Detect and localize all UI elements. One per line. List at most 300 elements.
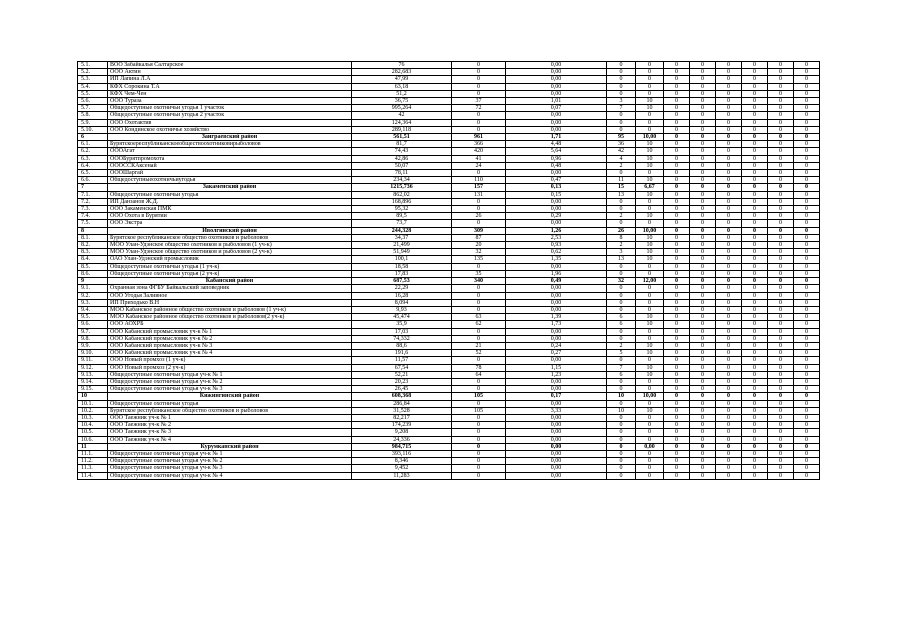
table-row: [78, 170, 820, 177]
organization-name-cell: ООО Кондинское охотничье хозяйство: [108, 126, 352, 133]
value-cell: 0: [768, 177, 794, 184]
value-cell: 10: [636, 213, 664, 220]
value-cell: 3: [607, 249, 636, 256]
value-cell: 0: [794, 429, 820, 436]
value-cell: 0: [742, 364, 768, 371]
value-cell: 20: [452, 242, 506, 249]
value-cell: 0: [636, 422, 664, 429]
value-cell: 0: [664, 112, 690, 119]
value-cell: 0: [768, 450, 794, 457]
row-number-cell: 5.2.: [78, 69, 108, 76]
organization-name-cell: ООО Таежник уч-к № 1: [108, 414, 352, 421]
value-cell: 0: [690, 321, 716, 328]
value-cell: 0: [664, 119, 690, 126]
value-cell: 82,217: [352, 414, 452, 421]
value-cell: 0: [716, 335, 742, 342]
value-cell: 0: [768, 76, 794, 83]
value-cell: 0: [690, 342, 716, 349]
value-cell: 0: [742, 170, 768, 177]
value-cell: 0: [768, 364, 794, 371]
value-cell: 0: [768, 162, 794, 169]
value-cell: 0: [690, 292, 716, 299]
value-cell: 74,332: [352, 335, 452, 342]
value-cell: 0: [768, 400, 794, 407]
value-cell: 0: [607, 386, 636, 393]
value-cell: 0: [607, 69, 636, 76]
value-cell: 0: [607, 458, 636, 465]
table-row: [78, 407, 820, 414]
hunting-grounds-table: [77, 61, 820, 480]
value-cell: 0: [742, 98, 768, 105]
value-cell: 0: [664, 306, 690, 313]
value-cell: 124,364: [352, 119, 452, 126]
value-cell: 0: [452, 62, 506, 69]
value-cell: 0,49: [506, 278, 607, 285]
value-cell: 0: [768, 414, 794, 421]
table-row: [78, 98, 820, 105]
value-cell: 10: [636, 105, 664, 112]
table-row: [78, 378, 820, 385]
value-cell: 0: [664, 414, 690, 421]
table-row: [78, 90, 820, 97]
value-cell: 0: [794, 285, 820, 292]
value-cell: 0: [742, 350, 768, 357]
value-cell: 0,48: [506, 162, 607, 169]
row-number-cell: 6: [78, 134, 108, 141]
value-cell: 0: [690, 227, 716, 234]
row-number-cell: 7.1.: [78, 191, 108, 198]
value-cell: 0: [716, 400, 742, 407]
row-number-cell: 5.1.: [78, 62, 108, 69]
value-cell: 0: [664, 148, 690, 155]
organization-name-cell: Общедоступные охотничьи угодья 2 участок: [108, 112, 352, 119]
value-cell: 0: [690, 198, 716, 205]
value-cell: 0: [742, 249, 768, 256]
value-cell: 26: [607, 227, 636, 234]
value-cell: 0: [690, 170, 716, 177]
value-cell: 0: [794, 177, 820, 184]
value-cell: 0: [716, 422, 742, 429]
organization-name-cell: Общедоступные охотничьи угодья уч-к № 1: [108, 450, 352, 457]
organization-name-cell: МОО Улан-Удэнское общество охотников и рыболовов (2 уч-к): [108, 249, 352, 256]
table-row: [78, 321, 820, 328]
value-cell: 0: [636, 386, 664, 393]
value-cell: 0: [742, 148, 768, 155]
value-cell: 0: [664, 227, 690, 234]
value-cell: 0: [742, 342, 768, 349]
value-cell: 0: [794, 126, 820, 133]
value-cell: 6: [607, 314, 636, 321]
value-cell: 0: [768, 299, 794, 306]
organization-name-cell: ООО АОХРБ: [108, 321, 352, 328]
value-cell: 0: [794, 220, 820, 227]
value-cell: 0: [452, 119, 506, 126]
value-cell: 862,02: [352, 191, 452, 198]
value-cell: 0,00: [506, 62, 607, 69]
table-row: [78, 69, 820, 76]
table-row: [78, 436, 820, 443]
value-cell: 0: [794, 162, 820, 169]
organization-name-cell: ООО Новый промхоз (2 уч-к): [108, 364, 352, 371]
value-cell: 289,118: [352, 126, 452, 133]
value-cell: 0: [768, 249, 794, 256]
value-cell: 0: [716, 105, 742, 112]
value-cell: 0: [636, 83, 664, 90]
value-cell: 95,32: [352, 206, 452, 213]
row-number-cell: 8.4.: [78, 256, 108, 263]
value-cell: 0: [716, 234, 742, 241]
value-cell: 0: [664, 328, 690, 335]
value-cell: 0: [607, 83, 636, 90]
value-cell: 0,00: [506, 170, 607, 177]
value-cell: 0: [794, 119, 820, 126]
organization-name-cell: ООО Кабанский промысловик уч-к № 1: [108, 328, 352, 335]
value-cell: 0: [716, 76, 742, 83]
value-cell: 0,00: [506, 292, 607, 299]
value-cell: 0,00: [506, 443, 607, 450]
value-cell: 4,48: [506, 141, 607, 148]
value-cell: 0: [452, 285, 506, 292]
value-cell: 10: [636, 141, 664, 148]
organization-name-cell: ООО Актин: [108, 69, 352, 76]
value-cell: 88,6: [352, 342, 452, 349]
row-number-cell: 9.13.: [78, 371, 108, 378]
value-cell: 0: [452, 90, 506, 97]
value-cell: 0: [794, 112, 820, 119]
value-cell: 21,499: [352, 242, 452, 249]
value-cell: 0: [690, 278, 716, 285]
row-number-cell: 11.4.: [78, 472, 108, 479]
value-cell: 1,71: [506, 134, 607, 141]
value-cell: 0: [690, 314, 716, 321]
value-cell: 0: [768, 306, 794, 313]
value-cell: 0: [716, 227, 742, 234]
organization-name-cell: ООО Таежник уч-к № 3: [108, 429, 352, 436]
value-cell: 0: [607, 465, 636, 472]
value-cell: 0: [742, 220, 768, 227]
value-cell: 0: [664, 357, 690, 364]
value-cell: 0: [742, 414, 768, 421]
value-cell: 0: [768, 83, 794, 90]
value-cell: 51,2: [352, 90, 452, 97]
value-cell: 74,43: [352, 148, 452, 155]
organization-name-cell: МОО Улан-Удэнское общество охотников и рыболовов (1 уч-к): [108, 242, 352, 249]
value-cell: 0: [690, 299, 716, 306]
organization-name-cell: Общедоступныеохотничьиугодья: [108, 177, 352, 184]
value-cell: 608,368: [352, 393, 452, 400]
value-cell: 0: [607, 285, 636, 292]
value-cell: 0: [794, 371, 820, 378]
table-row: [78, 76, 820, 83]
value-cell: 0: [768, 90, 794, 97]
value-cell: 0: [742, 450, 768, 457]
row-number-cell: 8: [78, 227, 108, 234]
value-cell: 0: [607, 270, 636, 277]
value-cell: 0: [768, 314, 794, 321]
value-cell: 0: [636, 285, 664, 292]
value-cell: 0: [742, 299, 768, 306]
value-cell: 0: [664, 422, 690, 429]
value-cell: 0,07: [506, 105, 607, 112]
value-cell: 0: [716, 148, 742, 155]
value-cell: 0,17: [506, 393, 607, 400]
value-cell: 9,452: [352, 465, 452, 472]
organization-name-cell: Общедоступные охотничьи угодья (2 уч-к): [108, 270, 352, 277]
value-cell: 0: [768, 213, 794, 220]
value-cell: 0: [664, 90, 690, 97]
value-cell: 0: [794, 170, 820, 177]
value-cell: 0,00: [506, 263, 607, 270]
value-cell: 4: [607, 155, 636, 162]
value-cell: 0: [664, 429, 690, 436]
value-cell: 0: [716, 256, 742, 263]
value-cell: 0: [768, 292, 794, 299]
table-row: [78, 83, 820, 90]
value-cell: 0: [716, 299, 742, 306]
value-cell: 0: [690, 69, 716, 76]
value-cell: 0: [716, 198, 742, 205]
value-cell: 6,67: [636, 184, 664, 191]
value-cell: 0: [768, 371, 794, 378]
value-cell: 0,00: [506, 357, 607, 364]
value-cell: 0: [664, 443, 690, 450]
value-cell: 0,00: [506, 69, 607, 76]
value-cell: 0: [742, 242, 768, 249]
value-cell: 0: [664, 69, 690, 76]
value-cell: 0: [690, 126, 716, 133]
value-cell: 0: [664, 256, 690, 263]
value-cell: 10: [636, 242, 664, 249]
value-cell: 0: [664, 270, 690, 277]
value-cell: 0: [742, 90, 768, 97]
value-cell: 0: [607, 170, 636, 177]
value-cell: 0: [664, 292, 690, 299]
value-cell: 10: [636, 314, 664, 321]
organization-name-cell: Общедоступные охотничьи угодья уч-к № 2: [108, 458, 352, 465]
value-cell: 0: [742, 62, 768, 69]
value-cell: 0: [607, 422, 636, 429]
value-cell: 0: [664, 278, 690, 285]
row-number-cell: 9.3.: [78, 299, 108, 306]
value-cell: 0: [690, 98, 716, 105]
value-cell: 72: [452, 105, 506, 112]
value-cell: 10: [636, 342, 664, 349]
value-cell: 0: [794, 270, 820, 277]
value-cell: 0: [794, 443, 820, 450]
value-cell: 0: [794, 76, 820, 83]
value-cell: 0: [794, 400, 820, 407]
value-cell: 17,83: [352, 270, 452, 277]
table-row: [78, 386, 820, 393]
row-number-cell: 8.2.: [78, 242, 108, 249]
table-row: [78, 213, 820, 220]
row-number-cell: 5.5.: [78, 90, 108, 97]
value-cell: 0: [794, 191, 820, 198]
value-cell: 0: [690, 357, 716, 364]
value-cell: 0: [636, 292, 664, 299]
value-cell: 0: [794, 141, 820, 148]
value-cell: 0: [452, 292, 506, 299]
value-cell: 0: [794, 134, 820, 141]
table-row: [78, 256, 820, 263]
value-cell: 0: [742, 155, 768, 162]
value-cell: 0: [794, 386, 820, 393]
value-cell: 0: [690, 90, 716, 97]
value-cell: 168,896: [352, 198, 452, 205]
value-cell: 18,58: [352, 263, 452, 270]
value-cell: 63: [452, 314, 506, 321]
value-cell: 0: [742, 371, 768, 378]
value-cell: 0: [794, 472, 820, 479]
value-cell: 0: [607, 436, 636, 443]
value-cell: 1,23: [506, 371, 607, 378]
value-cell: 1,01: [506, 98, 607, 105]
value-cell: 0: [452, 443, 506, 450]
value-cell: 0: [607, 429, 636, 436]
value-cell: 78: [452, 364, 506, 371]
value-cell: 0: [690, 76, 716, 83]
table-row: [78, 429, 820, 436]
value-cell: 0: [690, 256, 716, 263]
district-name-cell: Иволгинский район: [108, 227, 352, 234]
value-cell: 0: [716, 306, 742, 313]
row-number-cell: 7.2.: [78, 198, 108, 205]
value-cell: 0: [690, 328, 716, 335]
value-cell: 0: [768, 429, 794, 436]
value-cell: 0,00: [506, 206, 607, 213]
value-cell: 0: [690, 162, 716, 169]
value-cell: 0: [690, 306, 716, 313]
value-cell: 0: [794, 414, 820, 421]
table-row: [78, 335, 820, 342]
table-row: [78, 191, 820, 198]
value-cell: 87: [452, 234, 506, 241]
organization-name-cell: Охранная зона ФГБУ Байкальский заповедник: [108, 285, 352, 292]
value-cell: 0: [452, 69, 506, 76]
value-cell: 0: [742, 285, 768, 292]
value-cell: 64: [452, 371, 506, 378]
value-cell: 0,00: [506, 422, 607, 429]
value-cell: 1,39: [506, 314, 607, 321]
value-cell: 0: [452, 386, 506, 393]
row-number-cell: 10.3.: [78, 414, 108, 421]
table-row: [78, 292, 820, 299]
value-cell: 0: [690, 62, 716, 69]
value-cell: 0: [690, 350, 716, 357]
value-cell: 0: [607, 450, 636, 457]
value-cell: 0: [636, 263, 664, 270]
value-cell: 3,33: [506, 407, 607, 414]
value-cell: 10: [636, 256, 664, 263]
organization-name-cell: ОООБурятпромохота: [108, 155, 352, 162]
value-cell: 0,00: [506, 436, 607, 443]
value-cell: 0: [664, 213, 690, 220]
value-cell: 0,00: [506, 306, 607, 313]
value-cell: 0: [716, 292, 742, 299]
value-cell: 0: [768, 443, 794, 450]
value-cell: 0: [452, 83, 506, 90]
organization-name-cell: Общедоступные охотничьи угодья 1 участок: [108, 105, 352, 112]
value-cell: 0: [794, 328, 820, 335]
table-row: [78, 148, 820, 155]
value-cell: 0: [636, 69, 664, 76]
value-cell: 0: [742, 393, 768, 400]
value-cell: 13: [607, 256, 636, 263]
value-cell: 9,208: [352, 429, 452, 436]
organization-name-cell: ОООАгат: [108, 148, 352, 155]
value-cell: 0: [636, 126, 664, 133]
value-cell: 0: [607, 414, 636, 421]
value-cell: 0: [716, 119, 742, 126]
organization-name-cell: ИП Данзанов Ж.Д.: [108, 198, 352, 205]
value-cell: 0: [716, 155, 742, 162]
value-cell: 0: [452, 306, 506, 313]
value-cell: 0: [742, 436, 768, 443]
value-cell: 0: [690, 148, 716, 155]
value-cell: 0: [664, 321, 690, 328]
value-cell: 0: [742, 177, 768, 184]
value-cell: 157: [452, 184, 506, 191]
value-cell: 42: [352, 112, 452, 119]
value-cell: 0: [716, 69, 742, 76]
value-cell: 0: [794, 306, 820, 313]
value-cell: 0: [690, 206, 716, 213]
value-cell: 420: [452, 148, 506, 155]
value-cell: 0: [794, 393, 820, 400]
table-row: [78, 400, 820, 407]
organization-name-cell: КФХ Сорокина Т.А: [108, 83, 352, 90]
value-cell: 0: [716, 213, 742, 220]
value-cell: 0: [716, 443, 742, 450]
table-row: [78, 342, 820, 349]
value-cell: 0: [742, 306, 768, 313]
value-cell: 0: [742, 443, 768, 450]
value-cell: 10: [636, 148, 664, 155]
value-cell: 10: [636, 364, 664, 371]
row-number-cell: 9.8.: [78, 335, 108, 342]
value-cell: 0: [768, 191, 794, 198]
value-cell: 0: [794, 148, 820, 155]
value-cell: 0: [664, 378, 690, 385]
value-cell: 0: [716, 242, 742, 249]
value-cell: 0: [794, 83, 820, 90]
value-cell: 0: [716, 278, 742, 285]
value-cell: 15: [607, 184, 636, 191]
value-cell: 0: [742, 213, 768, 220]
organization-name-cell: Бурятское республиканское общество охотников и рыболовов: [108, 234, 352, 241]
value-cell: 0: [716, 393, 742, 400]
district-row: [78, 278, 820, 285]
row-number-cell: 6.5.: [78, 170, 108, 177]
table-row: [78, 314, 820, 321]
value-cell: 0: [768, 335, 794, 342]
value-cell: 0: [768, 134, 794, 141]
value-cell: 961: [452, 134, 506, 141]
value-cell: 0: [716, 112, 742, 119]
value-cell: 0: [716, 364, 742, 371]
value-cell: 0: [716, 270, 742, 277]
district-row: [78, 443, 820, 450]
value-cell: 0: [690, 378, 716, 385]
value-cell: 0: [664, 162, 690, 169]
value-cell: 0: [636, 119, 664, 126]
value-cell: 7: [607, 364, 636, 371]
value-cell: 0,00: [506, 400, 607, 407]
value-cell: 0: [742, 83, 768, 90]
organization-name-cell: ООО Угодья Заливное: [108, 292, 352, 299]
value-cell: 135: [452, 256, 506, 263]
value-cell: 0: [716, 263, 742, 270]
